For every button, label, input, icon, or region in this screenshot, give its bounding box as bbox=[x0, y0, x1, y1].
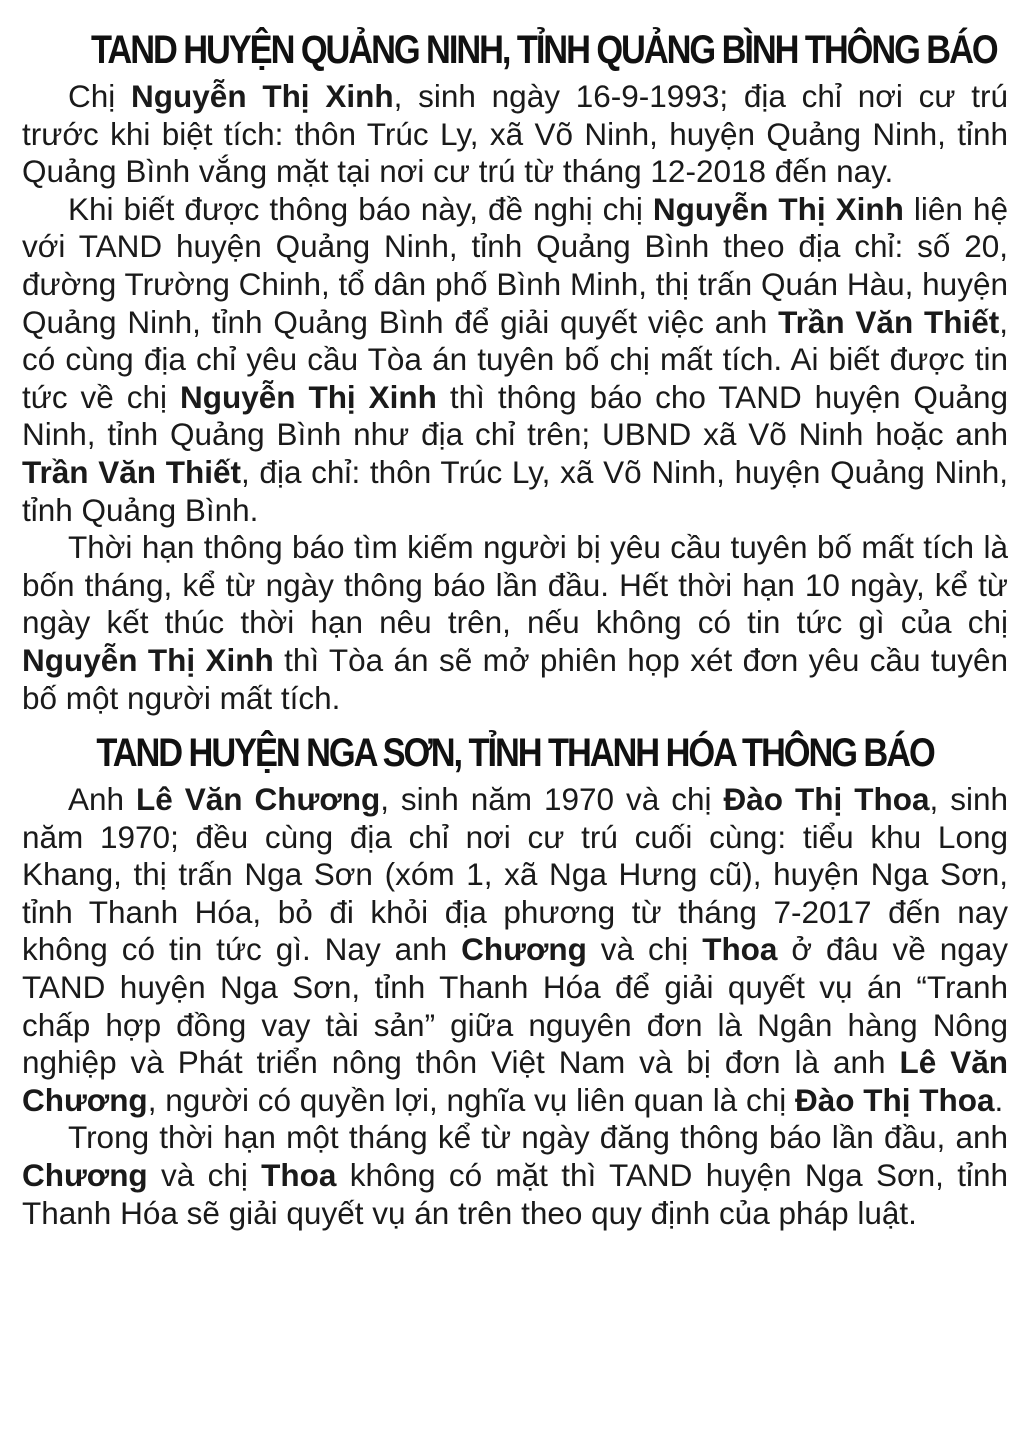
notice-heading: TAND HUYỆN QUẢNG NINH, TỈNH QUẢNG BÌNH THÔNG BÁO bbox=[91, 28, 997, 72]
bold-name-text: Đào Thị Thoa bbox=[723, 781, 930, 818]
notice-nga-son bbox=[22, 725, 1008, 1232]
paragraph-text: ở đâu về ngay TAND huyện Nga Sơn, tỉnh Thanh Hóa để giải quyết vụ án “Tranh chấp hợp đồng vay tài sản” giữa nguyên đơn là Ngân hàng Nông nghiệp và Phát triển nông thôn Việt Nam và bị đơn là anh bbox=[22, 931, 1009, 1081]
bold-name-text: Trần Văn Thiết bbox=[778, 303, 1000, 340]
paragraph-text: Khi biết được thông báo này, đề nghị chị bbox=[68, 190, 653, 227]
paragraph-text: và chị bbox=[586, 931, 703, 968]
paragraph-text: , sinh ngày 16-9-1993; địa chỉ nơi cư trú trước khi biệt tích: thôn Trúc Ly, xã Võ Ninh, huyện Quảng Ninh, tỉnh Quảng Bình vắng mặt tại nơi cư trú từ tháng 12-2018 đến nay. bbox=[22, 78, 1008, 190]
paragraph-text: Anh bbox=[68, 781, 137, 818]
notice-paragraph bbox=[22, 191, 1008, 529]
notice-paragraph bbox=[22, 529, 1008, 717]
paragraph-text: và chị bbox=[147, 1157, 262, 1194]
paragraph-text: Thời hạn thông báo tìm kiếm người bị yêu cầu tuyên bố mất tích là bốn tháng, kể từ ngày thông báo lần đầu. Hết thời hạn 10 ngày, kể từ ngày kết thúc thời hạn nêu trên, nếu không có tin tức gì của chị bbox=[22, 529, 1008, 641]
paragraph-text: Trong thời hạn một tháng kể từ ngày đăng thông báo lần đầu, anh bbox=[68, 1119, 1008, 1156]
paragraph-text: thì thông báo cho TAND huyện Quảng Ninh, tỉnh Quảng Bình như địa chỉ trên; UBND xã Võ Ninh hoặc anh bbox=[22, 378, 1008, 453]
paragraph-text: , sinh năm 1970 và chị bbox=[380, 781, 724, 818]
paragraph-text: Chị bbox=[68, 78, 132, 114]
notice-paragraph bbox=[22, 78, 1008, 191]
bold-name-text: Lê Văn Chương bbox=[136, 781, 381, 818]
bold-name-text: Nguyễn Thị Xinh bbox=[652, 190, 904, 227]
bold-name-text: Trần Văn Thiết bbox=[22, 453, 241, 490]
bold-name-text: Lê Văn Chương bbox=[22, 1044, 1008, 1118]
bold-name-text: Nguyễn Thị Xinh bbox=[179, 378, 437, 415]
paragraph-text: , có cùng địa chỉ yêu cầu Tòa án tuyên bố chị mất tích. Ai biết được tin tức về chị bbox=[22, 303, 1008, 415]
notice-heading: TAND HUYỆN NGA SƠN, TỈNH THANH HÓA THÔNG BÁO bbox=[96, 731, 934, 776]
bold-name-text: Nguyễn Thị Xinh bbox=[131, 78, 394, 114]
bold-name-text: Chương bbox=[22, 1157, 148, 1194]
paragraph-text: , sinh năm 1970; đều cùng địa chỉ nơi cư trú cuối cùng: tiểu khu Long Khang, thị trấn Nga Sơn (xóm 1, xã Nga Hưng cũ), huyện Nga Sơn, tỉnh Thanh Hóa, bỏ đi khỏi địa phương từ tháng 7-2017 đến nay không có tin tức gì. Nay anh bbox=[22, 781, 1008, 968]
bold-name-text: Nguyễn Thị Xinh bbox=[22, 641, 274, 678]
bold-name-text: Thoa bbox=[261, 1157, 337, 1194]
paragraph-text: liên hệ với TAND huyện Quảng Ninh, tỉnh Quảng Bình theo địa chỉ: số 20, đường Trường Chinh, tổ dân phố Bình Minh, thị trấn Quán Hàu, huyện Quảng Ninh, tỉnh Quảng Bình để giải quyết việc anh bbox=[22, 190, 1008, 340]
notice-paragraph bbox=[22, 1119, 1008, 1232]
bold-name-text: Thoa bbox=[702, 931, 778, 968]
paragraph-text: . bbox=[994, 1081, 1004, 1118]
bold-name-text: Đào Thị Thoa bbox=[794, 1081, 995, 1118]
paragraph-text: thì Tòa án sẽ mở phiên họp xét đơn yêu cầu tuyên bố một người mất tích. bbox=[22, 641, 1008, 716]
paragraph-text: không có mặt thì TAND huyện Nga Sơn, tỉnh Thanh Hóa sẽ giải quyết vụ án trên theo quy định của pháp luật. bbox=[22, 1157, 1008, 1231]
notice-quang-ninh bbox=[22, 22, 1008, 717]
bold-name-text: Chương bbox=[461, 931, 587, 968]
paragraph-text: , người có quyền lợi, nghĩa vụ liên quan là chị bbox=[147, 1081, 795, 1118]
notice-paragraph bbox=[22, 781, 1008, 1119]
paragraph-text: , địa chỉ: thôn Trúc Ly, xã Võ Ninh, huyện Quảng Ninh, tỉnh Quảng Bình. bbox=[22, 453, 1008, 528]
